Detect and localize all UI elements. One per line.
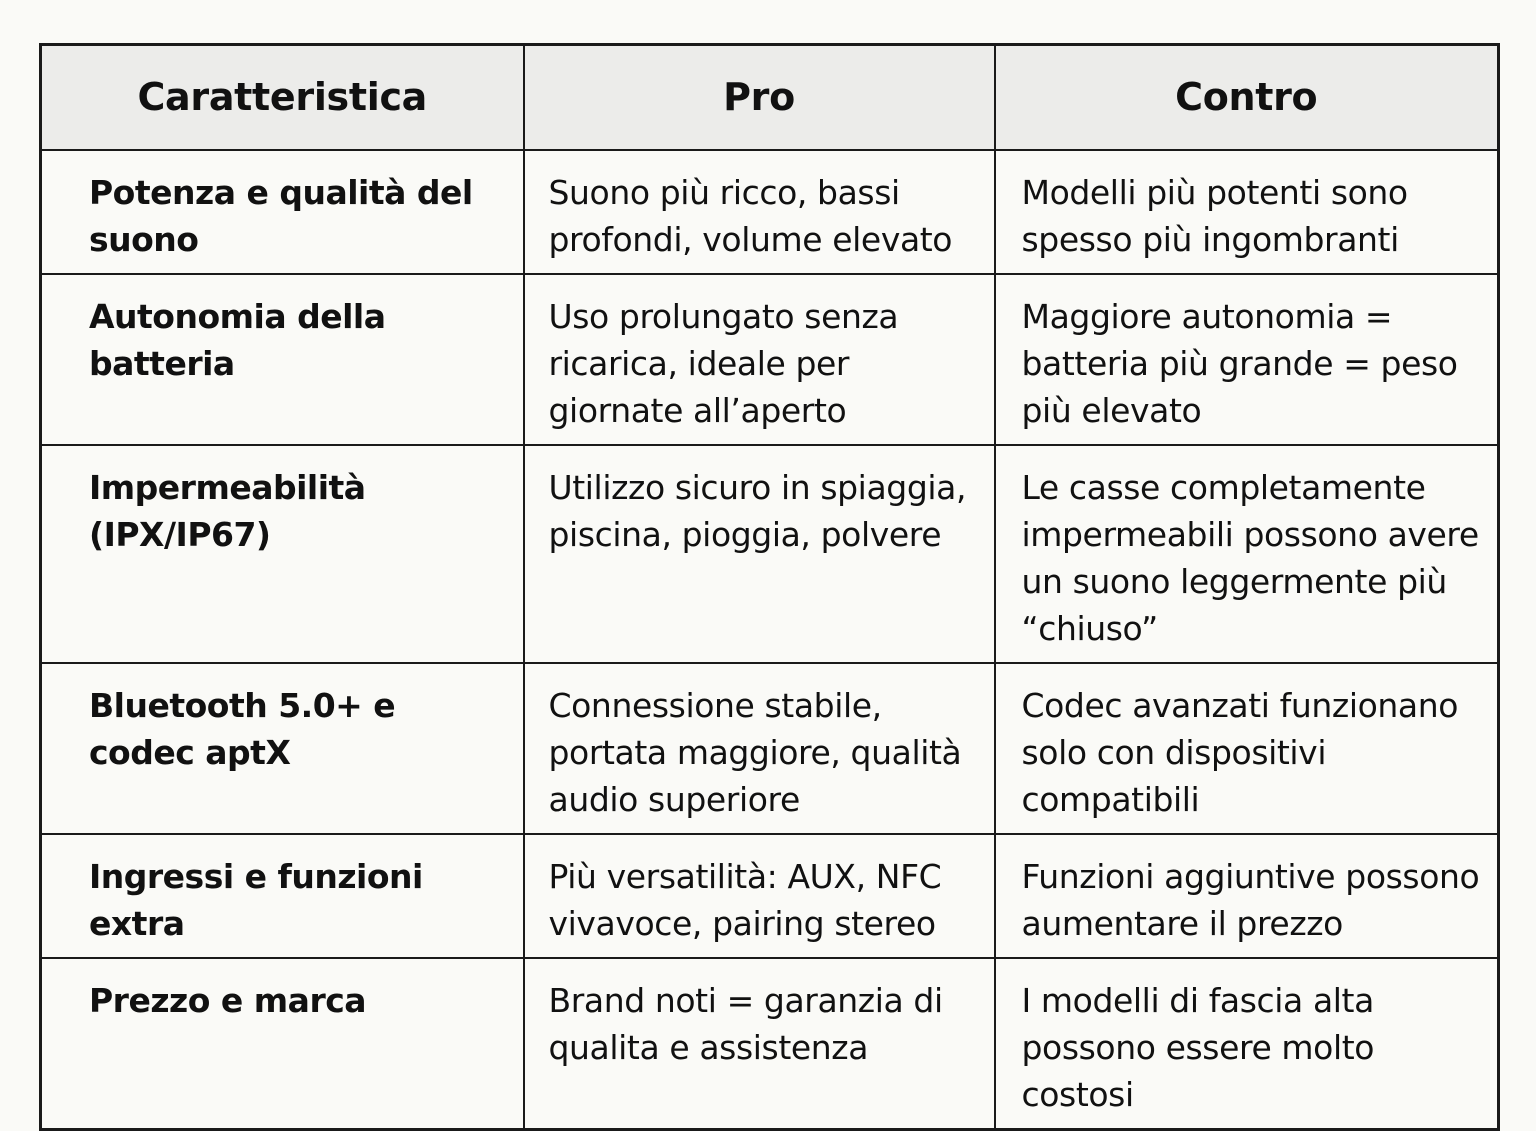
- contro-cell: Le casse completamente impermeabili possono avere un suono leggermente più “chiuso”: [995, 445, 1499, 663]
- feature-cell: Ingressi e funzioni extra: [41, 834, 524, 958]
- contro-cell: Modelli più potenti sono spesso più ingombranti: [995, 150, 1499, 274]
- contro-cell: Codec avanzati funzionano solo con dispositivi compatibili: [995, 663, 1499, 834]
- header-row: [41, 45, 1499, 150]
- contro-cell: Maggiore autonomia = batteria più grande = peso più elevato: [995, 274, 1499, 445]
- contro-cell: Funzioni aggiuntive possono aumentare il prezzo: [995, 834, 1499, 958]
- pro-cell: Brand noti = garanzia di qualita e assistenza: [524, 958, 995, 1130]
- table-row: [41, 445, 1499, 663]
- feature-cell: Potenza e qualità del suono: [41, 150, 524, 274]
- table-row: [41, 274, 1499, 445]
- header-caratteristica: Caratteristica: [41, 45, 524, 150]
- pro-cell: Uso prolungato senza ricarica, ideale per giornate all’aperto: [524, 274, 995, 445]
- pro-cell: Connessione stabile, portata maggiore, qualità audio superiore: [524, 663, 995, 834]
- pro-cell: Più versatilità: AUX, NFC vivavoce, pairing stereo: [524, 834, 995, 958]
- feature-cell: Autonomia della batteria: [41, 274, 524, 445]
- feature-cell: Prezzo e marca: [41, 958, 524, 1130]
- table-row: [41, 834, 1499, 958]
- header-pro: Pro: [524, 45, 995, 150]
- header-contro: Contro: [995, 45, 1499, 150]
- table-row: [41, 958, 1499, 1130]
- feature-cell: Impermeabilità (IPX/IP67): [41, 445, 524, 663]
- comparison-table: [39, 43, 1500, 1131]
- pro-cell: Suono più ricco, bassi profondi, volume elevato: [524, 150, 995, 274]
- pro-cell: Utilizzo sicuro in spiaggia, piscina, pioggia, polvere: [524, 445, 995, 663]
- table-row: [41, 663, 1499, 834]
- contro-cell: I modelli di fascia alta possono essere molto costosi: [995, 958, 1499, 1130]
- table-row: [41, 150, 1499, 274]
- feature-cell: Bluetooth 5.0+ e codec aptX: [41, 663, 524, 834]
